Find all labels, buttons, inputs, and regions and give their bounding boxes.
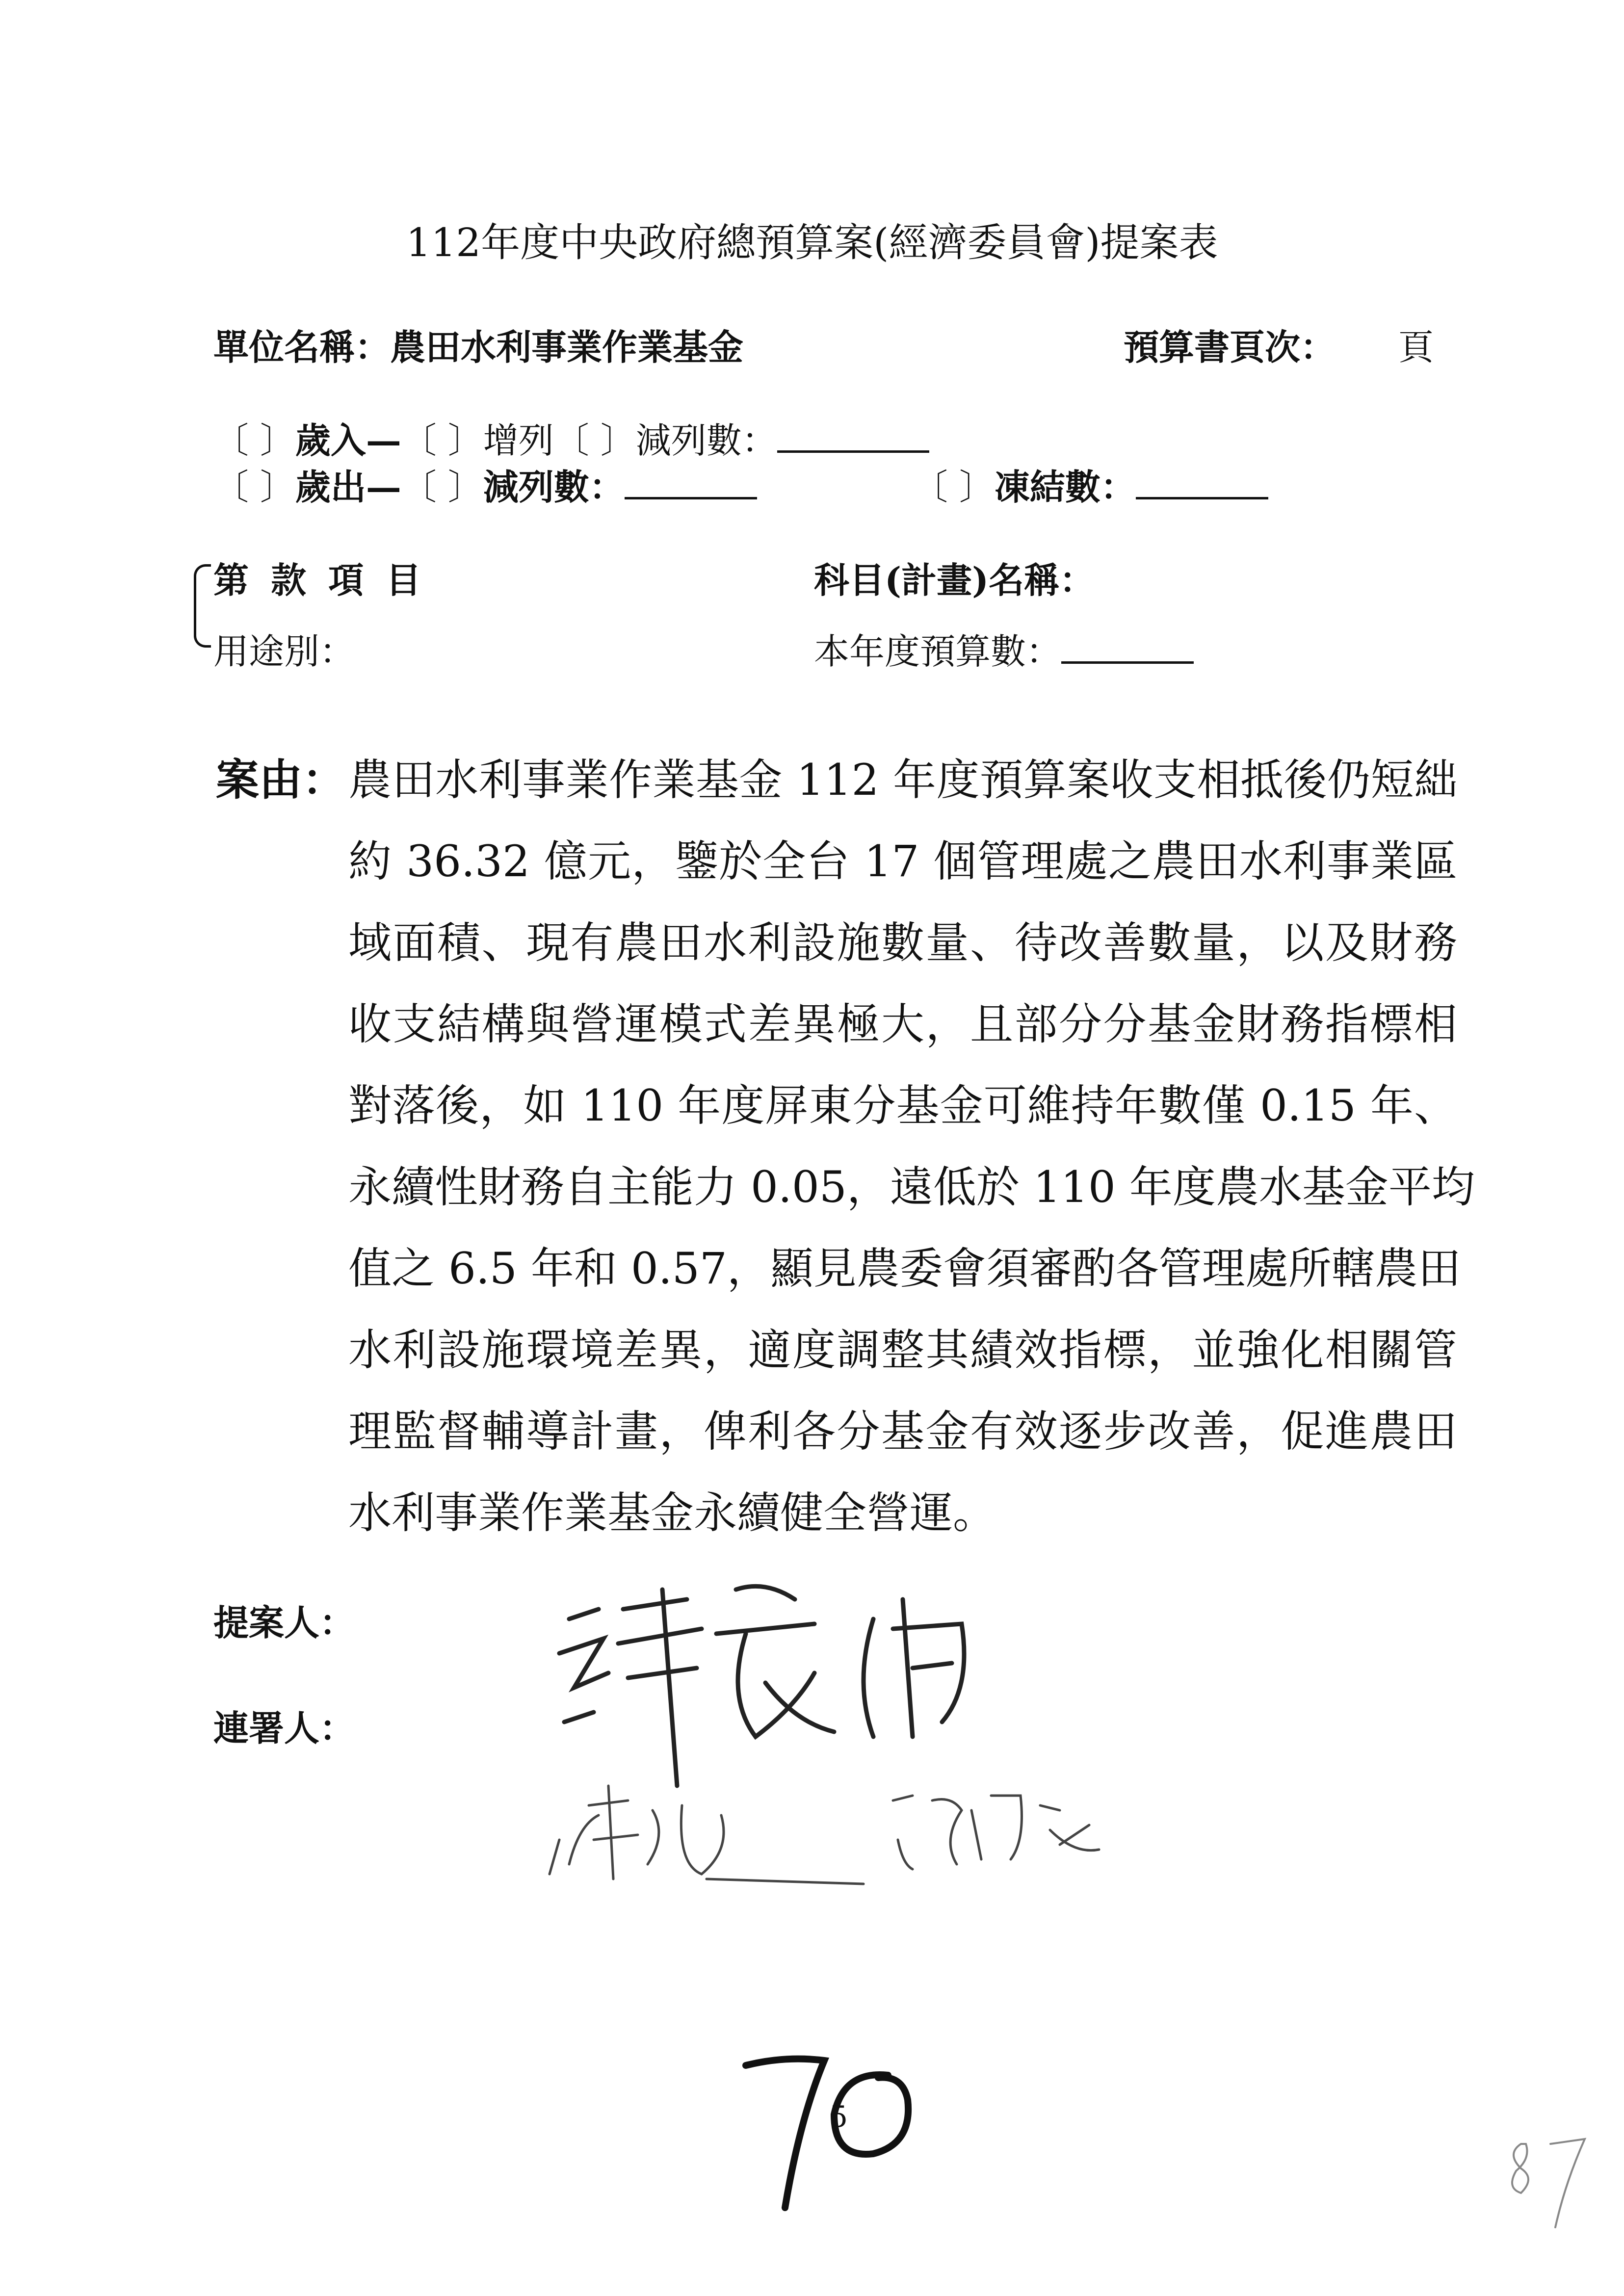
subject-label: 科目(計畫)名稱： [814, 559, 1095, 601]
proposer-label: 提案人： [213, 1602, 355, 1644]
checkbox-expense[interactable]: 〔 〕 [213, 467, 295, 508]
checkbox-increase[interactable]: 〔 〕 [401, 420, 483, 461]
budget-blank[interactable] [1061, 632, 1194, 664]
cosigner-label: 連署人： [213, 1707, 355, 1749]
checkbox-expense-decrease[interactable]: 〔 〕 [401, 467, 483, 508]
revenue-decrease-blank[interactable] [777, 421, 929, 453]
decrease-label: 減列數： [635, 420, 777, 461]
reason-line: 永續性財務自主能力 0.05，遠低於 110 年度農水基金平均 [348, 1162, 1475, 1212]
budget-row [814, 623, 1194, 674]
freeze-row [913, 459, 1268, 510]
reason-line: 對落後，如 110 年度屏東分基金可維持年數僅 0.15 年、 [348, 1080, 1457, 1131]
expense-decrease-blank[interactable] [625, 468, 757, 499]
revenue-row [213, 412, 929, 463]
budget-label: 本年度預算數： [814, 631, 1062, 672]
document-title: 112年度中央政府總預算案(經濟委員會)提案表 [406, 220, 1218, 265]
expense-label: 歲出— [295, 466, 401, 508]
freeze-blank[interactable] [1136, 468, 1268, 499]
reason-line: 水利設施環境差異，適度調整其績效指標，並強化相關管 [348, 1325, 1457, 1375]
checkbox-decrease[interactable]: 〔 〕 [553, 420, 636, 461]
increase-label: 增列 [483, 420, 554, 461]
unit-name: 農田水利事業作業基金 [390, 326, 744, 368]
reason-line: 收支結構與營運模式差異極大，且部分分基金財務指標相 [348, 999, 1457, 1049]
expense-row [213, 459, 757, 510]
reason-line: 域面積、現有農田水利設施數量、待改善數量，以及財務 [348, 917, 1457, 968]
unit-label: 單位名稱： [213, 326, 391, 368]
reason-line: 理監督輔導計畫，俾利各分基金有效逐步改善，促進農田 [348, 1406, 1457, 1457]
freeze-label: 凍結數： [994, 466, 1136, 508]
unit-row [213, 319, 743, 370]
reason-line: 水利事業作業基金永續健全營運。 [348, 1487, 996, 1538]
revenue-label: 歲入— [295, 419, 401, 461]
checkbox-freeze[interactable]: 〔 〕 [913, 467, 995, 508]
handwritten-number [726, 2031, 932, 2227]
page-number: 5 [829, 2100, 848, 2134]
expense-decrease-label: 減列數： [483, 466, 625, 508]
section-item-label: 第 款 項 目 [213, 559, 421, 601]
page-ref-unit: 頁 [1398, 327, 1434, 368]
usage-label: 用途別： [213, 631, 355, 672]
corner-number [1501, 2124, 1590, 2242]
checkbox-revenue[interactable]: 〔 〕 [213, 420, 295, 461]
cosigner-signatures [540, 1766, 1153, 1894]
reason-line: 農田水利事業作業基金 112 年度預算案收支相抵後仍短絀 [348, 755, 1457, 805]
reason-label: 案由： [216, 754, 346, 805]
reason-line: 約 36.32 億元，鑒於全台 17 個管理處之農田水利事業區 [348, 836, 1457, 887]
page-ref-label: 預算書頁次： [1124, 326, 1336, 368]
bracket-line [194, 564, 211, 648]
reason-line: 值之 6.5 年和 0.57，顯見農委會須審酌各管理處所轄農田 [348, 1243, 1461, 1294]
